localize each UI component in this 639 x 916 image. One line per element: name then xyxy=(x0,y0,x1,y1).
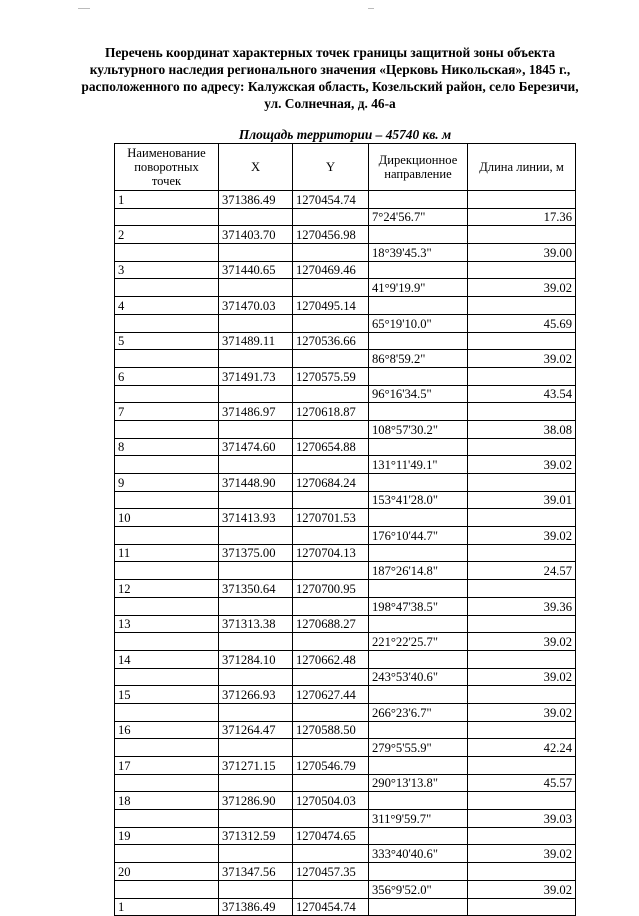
point-name-cell: 1 xyxy=(115,898,219,916)
x-cell-empty xyxy=(219,491,293,509)
direction-cell: 290°13'13.8" xyxy=(369,774,468,792)
y-cell-empty xyxy=(293,385,369,403)
x-cell: 371386.49 xyxy=(219,191,293,209)
x-cell-empty xyxy=(219,597,293,615)
point-name-cell: 1 xyxy=(115,191,219,209)
y-cell-empty xyxy=(293,668,369,686)
y-cell: 1270457.35 xyxy=(293,863,369,881)
direction-cell-empty xyxy=(369,438,468,456)
y-cell: 1270454.74 xyxy=(293,191,369,209)
direction-cell: 86°8'59.2" xyxy=(369,350,468,368)
point-name-cell: 10 xyxy=(115,509,219,527)
point-name-cell: 13 xyxy=(115,615,219,633)
direction-cell: 311°9'59.7" xyxy=(369,810,468,828)
point-row xyxy=(115,757,576,775)
y-cell: 1270701.53 xyxy=(293,509,369,527)
y-cell: 1270684.24 xyxy=(293,474,369,492)
length-cell-empty xyxy=(468,827,576,845)
point-row xyxy=(115,403,576,421)
length-cell: 43.54 xyxy=(468,385,576,403)
title-line: ул. Солнечная, д. 46-а xyxy=(264,96,396,111)
direction-cell: 187°26'14.8" xyxy=(369,562,468,580)
y-cell: 1270456.98 xyxy=(293,226,369,244)
coordinates-table xyxy=(114,143,576,916)
point-name-cell: 4 xyxy=(115,297,219,315)
point-name-cell-empty xyxy=(115,491,219,509)
x-cell: 371266.93 xyxy=(219,686,293,704)
document-title xyxy=(40,44,620,112)
direction-cell: 18°39'45.3" xyxy=(369,244,468,262)
point-row xyxy=(115,367,576,385)
segment-row xyxy=(115,562,576,580)
point-row xyxy=(115,509,576,527)
segment-row xyxy=(115,880,576,898)
y-cell: 1270654.88 xyxy=(293,438,369,456)
x-cell: 371474.60 xyxy=(219,438,293,456)
point-name-cell-empty xyxy=(115,244,219,262)
x-cell-empty xyxy=(219,385,293,403)
point-row xyxy=(115,191,576,209)
point-row xyxy=(115,544,576,562)
direction-cell: 279°5'55.9" xyxy=(369,739,468,757)
length-cell: 39.02 xyxy=(468,350,576,368)
title-line: Перечень координат характерных точек границы защитной зоны объекта xyxy=(104,45,556,60)
segment-row xyxy=(115,845,576,863)
y-cell-empty xyxy=(293,739,369,757)
x-cell-empty xyxy=(219,244,293,262)
direction-cell: 356°9'52.0" xyxy=(369,880,468,898)
x-cell-empty xyxy=(219,703,293,721)
x-cell: 371284.10 xyxy=(219,650,293,668)
length-cell-empty xyxy=(468,757,576,775)
y-cell-empty xyxy=(293,491,369,509)
x-cell: 371470.03 xyxy=(219,297,293,315)
segment-row xyxy=(115,668,576,686)
point-name-cell-empty xyxy=(115,385,219,403)
x-cell: 371313.38 xyxy=(219,615,293,633)
length-cell-empty xyxy=(468,686,576,704)
length-cell: 45.69 xyxy=(468,314,576,332)
length-cell-empty xyxy=(468,332,576,350)
header-x: X xyxy=(219,144,293,191)
x-cell: 371375.00 xyxy=(219,544,293,562)
direction-cell-empty xyxy=(369,686,468,704)
segment-row xyxy=(115,739,576,757)
x-cell-empty xyxy=(219,668,293,686)
table-header-row xyxy=(115,144,576,191)
length-cell: 17.36 xyxy=(468,208,576,226)
point-name-cell-empty xyxy=(115,703,219,721)
y-cell-empty xyxy=(293,314,369,332)
point-row xyxy=(115,721,576,739)
x-cell: 371486.97 xyxy=(219,403,293,421)
y-cell: 1270575.59 xyxy=(293,367,369,385)
y-cell: 1270688.27 xyxy=(293,615,369,633)
point-name-cell: 8 xyxy=(115,438,219,456)
x-cell-empty xyxy=(219,420,293,438)
direction-cell: 243°53'40.6" xyxy=(369,668,468,686)
x-cell: 371271.15 xyxy=(219,757,293,775)
point-row xyxy=(115,792,576,810)
x-cell-empty xyxy=(219,314,293,332)
y-cell-empty xyxy=(293,880,369,898)
point-name-cell: 5 xyxy=(115,332,219,350)
point-name-cell-empty xyxy=(115,279,219,297)
length-cell-empty xyxy=(468,261,576,279)
y-cell-empty xyxy=(293,456,369,474)
segment-row xyxy=(115,527,576,545)
direction-cell-empty xyxy=(369,261,468,279)
point-row xyxy=(115,261,576,279)
header-point: Наименование поворотных точек xyxy=(115,144,219,191)
length-cell: 39.02 xyxy=(468,703,576,721)
x-cell-empty xyxy=(219,845,293,863)
point-name-cell-empty xyxy=(115,739,219,757)
x-cell: 371350.64 xyxy=(219,580,293,598)
segment-row xyxy=(115,633,576,651)
point-row xyxy=(115,827,576,845)
title-line: культурного наследия регионального значения «Церковь Никольская», 1845 г., xyxy=(89,62,571,77)
segment-row xyxy=(115,774,576,792)
y-cell-empty xyxy=(293,633,369,651)
y-cell: 1270704.13 xyxy=(293,544,369,562)
direction-cell: 153°41'28.0" xyxy=(369,491,468,509)
direction-cell-empty xyxy=(369,367,468,385)
y-cell-empty xyxy=(293,527,369,545)
length-cell-empty xyxy=(468,544,576,562)
direction-cell: 333°40'40.6" xyxy=(369,845,468,863)
direction-cell-empty xyxy=(369,863,468,881)
x-cell-empty xyxy=(219,880,293,898)
header-direction: Дирекционное направление xyxy=(369,144,468,191)
point-row xyxy=(115,686,576,704)
length-cell: 39.02 xyxy=(468,633,576,651)
length-cell-empty xyxy=(468,474,576,492)
header-y: Y xyxy=(293,144,369,191)
direction-cell-empty xyxy=(369,792,468,810)
y-cell: 1270536.66 xyxy=(293,332,369,350)
point-name-cell-empty xyxy=(115,633,219,651)
point-name-cell: 19 xyxy=(115,827,219,845)
length-cell-empty xyxy=(468,297,576,315)
y-cell: 1270454.74 xyxy=(293,898,369,916)
x-cell-empty xyxy=(219,456,293,474)
x-cell: 371286.90 xyxy=(219,792,293,810)
segment-row xyxy=(115,491,576,509)
point-name-cell: 16 xyxy=(115,721,219,739)
area-caption: Площадь территории – 45740 кв. м xyxy=(238,127,452,142)
x-cell-empty xyxy=(219,633,293,651)
x-cell: 371489.11 xyxy=(219,332,293,350)
length-cell-empty xyxy=(468,403,576,421)
length-cell: 39.00 xyxy=(468,244,576,262)
segment-row xyxy=(115,597,576,615)
direction-cell: 198°47'38.5" xyxy=(369,597,468,615)
y-cell-empty xyxy=(293,244,369,262)
y-cell: 1270618.87 xyxy=(293,403,369,421)
direction-cell-empty xyxy=(369,544,468,562)
y-cell: 1270469.46 xyxy=(293,261,369,279)
length-cell-empty xyxy=(468,721,576,739)
point-name-cell: 7 xyxy=(115,403,219,421)
y-cell: 1270474.65 xyxy=(293,827,369,845)
point-row xyxy=(115,580,576,598)
x-cell-empty xyxy=(219,774,293,792)
segment-row xyxy=(115,244,576,262)
x-cell-empty xyxy=(219,279,293,297)
point-name-cell: 9 xyxy=(115,474,219,492)
direction-cell-empty xyxy=(369,403,468,421)
length-cell: 39.01 xyxy=(468,491,576,509)
x-cell: 371386.49 xyxy=(219,898,293,916)
length-cell-empty xyxy=(468,191,576,209)
x-cell: 371403.70 xyxy=(219,226,293,244)
point-name-cell-empty xyxy=(115,880,219,898)
length-cell-empty xyxy=(468,367,576,385)
x-cell-empty xyxy=(219,739,293,757)
y-cell: 1270504.03 xyxy=(293,792,369,810)
segment-row xyxy=(115,350,576,368)
point-name-cell-empty xyxy=(115,314,219,332)
y-cell-empty xyxy=(293,208,369,226)
length-cell: 39.03 xyxy=(468,810,576,828)
length-cell-empty xyxy=(468,438,576,456)
point-name-cell: 15 xyxy=(115,686,219,704)
y-cell-empty xyxy=(293,774,369,792)
y-cell: 1270546.79 xyxy=(293,757,369,775)
point-name-cell-empty xyxy=(115,420,219,438)
point-name-cell-empty xyxy=(115,845,219,863)
point-row xyxy=(115,615,576,633)
direction-cell-empty xyxy=(369,580,468,598)
x-cell: 371413.93 xyxy=(219,509,293,527)
x-cell-empty xyxy=(219,562,293,580)
length-cell: 39.02 xyxy=(468,279,576,297)
direction-cell: 65°19'10.0" xyxy=(369,314,468,332)
point-name-cell-empty xyxy=(115,597,219,615)
point-name-cell: 11 xyxy=(115,544,219,562)
point-row xyxy=(115,297,576,315)
direction-cell-empty xyxy=(369,650,468,668)
scan-mark-left xyxy=(78,8,90,9)
length-cell: 38.08 xyxy=(468,420,576,438)
point-row xyxy=(115,226,576,244)
direction-cell-empty xyxy=(369,474,468,492)
point-name-cell-empty xyxy=(115,562,219,580)
x-cell: 371264.47 xyxy=(219,721,293,739)
x-cell-empty xyxy=(219,810,293,828)
y-cell-empty xyxy=(293,845,369,863)
direction-cell-empty xyxy=(369,615,468,633)
point-name-cell-empty xyxy=(115,350,219,368)
point-name-cell: 12 xyxy=(115,580,219,598)
y-cell: 1270588.50 xyxy=(293,721,369,739)
direction-cell-empty xyxy=(369,509,468,527)
direction-cell-empty xyxy=(369,721,468,739)
point-name-cell-empty xyxy=(115,527,219,545)
point-row xyxy=(115,332,576,350)
length-cell-empty xyxy=(468,226,576,244)
x-cell: 371347.56 xyxy=(219,863,293,881)
x-cell: 371440.65 xyxy=(219,261,293,279)
point-row xyxy=(115,898,576,916)
length-cell-empty xyxy=(468,509,576,527)
point-name-cell: 6 xyxy=(115,367,219,385)
direction-cell: 41°9'19.9" xyxy=(369,279,468,297)
segment-row xyxy=(115,208,576,226)
point-row xyxy=(115,474,576,492)
segment-row xyxy=(115,279,576,297)
length-cell: 39.02 xyxy=(468,880,576,898)
direction-cell: 131°11'49.1" xyxy=(369,456,468,474)
segment-row xyxy=(115,703,576,721)
x-cell-empty xyxy=(219,350,293,368)
length-cell: 45.57 xyxy=(468,774,576,792)
y-cell-empty xyxy=(293,350,369,368)
length-cell: 39.02 xyxy=(468,527,576,545)
point-row xyxy=(115,650,576,668)
direction-cell-empty xyxy=(369,297,468,315)
y-cell-empty xyxy=(293,562,369,580)
segment-row xyxy=(115,314,576,332)
direction-cell: 7°24'56.7" xyxy=(369,208,468,226)
point-name-cell-empty xyxy=(115,774,219,792)
segment-row xyxy=(115,420,576,438)
direction-cell: 108°57'30.2" xyxy=(369,420,468,438)
direction-cell: 176°10'44.7" xyxy=(369,527,468,545)
y-cell: 1270662.48 xyxy=(293,650,369,668)
point-row xyxy=(115,438,576,456)
y-cell-empty xyxy=(293,703,369,721)
length-cell: 39.02 xyxy=(468,845,576,863)
point-name-cell: 20 xyxy=(115,863,219,881)
length-cell: 39.36 xyxy=(468,597,576,615)
point-row xyxy=(115,863,576,881)
direction-cell-empty xyxy=(369,898,468,916)
x-cell-empty xyxy=(219,208,293,226)
length-cell-empty xyxy=(468,615,576,633)
point-name-cell-empty xyxy=(115,668,219,686)
x-cell-empty xyxy=(219,527,293,545)
x-cell: 371491.73 xyxy=(219,367,293,385)
y-cell-empty xyxy=(293,810,369,828)
length-cell: 39.02 xyxy=(468,668,576,686)
direction-cell-empty xyxy=(369,226,468,244)
direction-cell-empty xyxy=(369,757,468,775)
segment-row xyxy=(115,810,576,828)
x-cell: 371312.59 xyxy=(219,827,293,845)
direction-cell-empty xyxy=(369,332,468,350)
table-body xyxy=(115,191,576,916)
direction-cell: 221°22'25.7" xyxy=(369,633,468,651)
length-cell-empty xyxy=(468,650,576,668)
length-cell-empty xyxy=(468,863,576,881)
scan-mark-right xyxy=(368,8,374,9)
title-line: расположенного по адресу: Калужская область, Козельский район, село Березичи, xyxy=(81,79,579,94)
y-cell: 1270700.95 xyxy=(293,580,369,598)
point-name-cell: 14 xyxy=(115,650,219,668)
direction-cell-empty xyxy=(369,827,468,845)
point-name-cell-empty xyxy=(115,456,219,474)
y-cell-empty xyxy=(293,597,369,615)
y-cell: 1270495.14 xyxy=(293,297,369,315)
length-cell: 39.02 xyxy=(468,456,576,474)
point-name-cell: 3 xyxy=(115,261,219,279)
header-length: Длина линии, м xyxy=(468,144,576,191)
direction-cell: 96°16'34.5" xyxy=(369,385,468,403)
length-cell-empty xyxy=(468,898,576,916)
segment-row xyxy=(115,456,576,474)
point-name-cell-empty xyxy=(115,208,219,226)
y-cell: 1270627.44 xyxy=(293,686,369,704)
direction-cell-empty xyxy=(369,191,468,209)
length-cell: 24.57 xyxy=(468,562,576,580)
length-cell-empty xyxy=(468,580,576,598)
point-name-cell: 18 xyxy=(115,792,219,810)
y-cell-empty xyxy=(293,420,369,438)
direction-cell: 266°23'6.7" xyxy=(369,703,468,721)
point-name-cell: 2 xyxy=(115,226,219,244)
segment-row xyxy=(115,385,576,403)
y-cell-empty xyxy=(293,279,369,297)
x-cell: 371448.90 xyxy=(219,474,293,492)
point-name-cell-empty xyxy=(115,810,219,828)
length-cell: 42.24 xyxy=(468,739,576,757)
point-name-cell: 17 xyxy=(115,757,219,775)
length-cell-empty xyxy=(468,792,576,810)
